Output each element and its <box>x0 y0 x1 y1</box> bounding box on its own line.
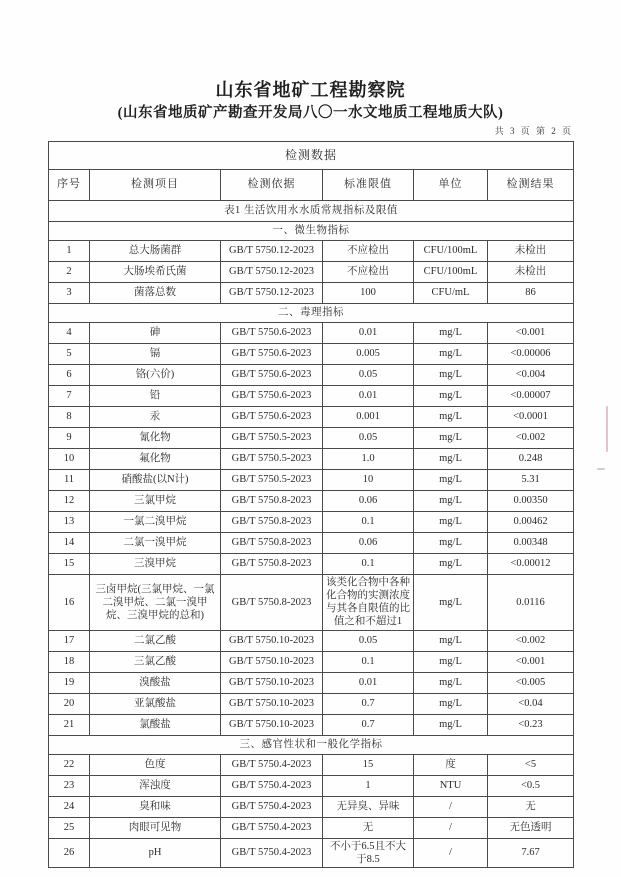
standard-limit: 0.7 <box>323 714 414 735</box>
table-row <box>49 491 574 512</box>
column-header: 检测依据 <box>221 170 323 201</box>
standard-limit: 不应检出 <box>323 241 414 262</box>
item-name: 总大肠菌群 <box>90 241 221 262</box>
test-basis: GB/T 5750.10-2023 <box>221 693 323 714</box>
item-name: 大肠埃希氏菌 <box>90 262 221 283</box>
table-row <box>49 554 574 575</box>
result: <0.0001 <box>488 407 574 428</box>
column-header: 序号 <box>49 170 90 201</box>
standard-limit: 该类化合物中各种化合物的实测浓度与其各自限值的比值之和不超过1 <box>323 575 414 631</box>
result: <0.23 <box>488 714 574 735</box>
doc-title: 山东省地矿工程勘察院 <box>215 80 406 100</box>
row-number: 16 <box>49 575 90 631</box>
row-number: 10 <box>49 449 90 470</box>
unit: NTU <box>414 775 488 796</box>
test-basis: GB/T 5750.5-2023 <box>221 470 323 491</box>
test-basis: GB/T 5750.6-2023 <box>221 386 323 407</box>
table-subtitle: 表1 生活饮用水水质常规指标及限值 <box>49 201 574 222</box>
unit: mg/L <box>414 693 488 714</box>
section-header: 一、微生物指标 <box>49 222 574 241</box>
row-number: 13 <box>49 512 90 533</box>
row-number: 17 <box>49 630 90 651</box>
test-basis: GB/T 5750.8-2023 <box>221 554 323 575</box>
row-number: 25 <box>49 817 90 838</box>
unit: mg/L <box>414 386 488 407</box>
item-name: 浑浊度 <box>90 775 221 796</box>
table-row <box>49 838 574 867</box>
unit: CFU/100mL <box>414 262 488 283</box>
item-name: 氰化物 <box>90 428 221 449</box>
result: <0.00006 <box>488 344 574 365</box>
item-name: 二氯一溴甲烷 <box>90 533 221 554</box>
standard-limit: 1 <box>323 775 414 796</box>
result: 0.0116 <box>488 575 574 631</box>
row-number: 2 <box>49 262 90 283</box>
test-basis: GB/T 5750.8-2023 <box>221 491 323 512</box>
item-name: 臭和味 <box>90 796 221 817</box>
table-body <box>49 222 574 868</box>
standard-limit: 10 <box>323 470 414 491</box>
result: <0.004 <box>488 365 574 386</box>
item-name: 硝酸盐(以N计) <box>90 470 221 491</box>
unit: mg/L <box>414 407 488 428</box>
scan-artifact-line <box>606 406 608 452</box>
test-basis: GB/T 5750.10-2023 <box>221 672 323 693</box>
result: <0.005 <box>488 672 574 693</box>
unit: mg/L <box>414 714 488 735</box>
result: <5 <box>488 754 574 775</box>
unit: mg/L <box>414 672 488 693</box>
row-number: 14 <box>49 533 90 554</box>
standard-limit: 0.01 <box>323 323 414 344</box>
row-number: 5 <box>49 344 90 365</box>
table-row <box>49 262 574 283</box>
unit: / <box>414 796 488 817</box>
item-name: 一氯二溴甲烷 <box>90 512 221 533</box>
result: <0.001 <box>488 651 574 672</box>
item-name: 色度 <box>90 754 221 775</box>
section-header: 三、感官性状和一般化学指标 <box>49 735 574 754</box>
row-number: 19 <box>49 672 90 693</box>
table-row <box>49 775 574 796</box>
row-number: 24 <box>49 796 90 817</box>
row-number: 1 <box>49 241 90 262</box>
item-name: 三卤甲烷(三氯甲烷、一氯二溴甲烷、二氯一溴甲烷、三溴甲烷的总和) <box>90 575 221 631</box>
column-header: 检测项目 <box>90 170 221 201</box>
test-basis: GB/T 5750.10-2023 <box>221 630 323 651</box>
test-basis: GB/T 5750.12-2023 <box>221 283 323 304</box>
test-basis: GB/T 5750.5-2023 <box>221 428 323 449</box>
result: 未检出 <box>488 262 574 283</box>
unit: mg/L <box>414 651 488 672</box>
test-basis: GB/T 5750.4-2023 <box>221 754 323 775</box>
table-row <box>49 283 574 304</box>
unit: mg/L <box>414 365 488 386</box>
test-basis: GB/T 5750.10-2023 <box>221 651 323 672</box>
standard-limit: 0.001 <box>323 407 414 428</box>
item-name: 汞 <box>90 407 221 428</box>
unit: mg/L <box>414 512 488 533</box>
test-basis: GB/T 5750.8-2023 <box>221 512 323 533</box>
row-number: 15 <box>49 554 90 575</box>
standard-limit: 0.005 <box>323 344 414 365</box>
row-number: 9 <box>49 428 90 449</box>
item-name: 氯酸盐 <box>90 714 221 735</box>
test-basis: GB/T 5750.8-2023 <box>221 533 323 554</box>
table-row <box>49 365 574 386</box>
section-header-row <box>49 735 574 754</box>
table-row <box>49 323 574 344</box>
result: 0.00350 <box>488 491 574 512</box>
result: <0.5 <box>488 775 574 796</box>
table-row <box>49 575 574 631</box>
unit: CFU/100mL <box>414 241 488 262</box>
unit: 度 <box>414 754 488 775</box>
standard-limit: 100 <box>323 283 414 304</box>
unit: mg/L <box>414 449 488 470</box>
table-row <box>49 754 574 775</box>
table-row <box>49 449 574 470</box>
test-basis: GB/T 5750.5-2023 <box>221 449 323 470</box>
table-row <box>49 428 574 449</box>
table-row <box>49 630 574 651</box>
row-number: 8 <box>49 407 90 428</box>
row-number: 21 <box>49 714 90 735</box>
item-name: 溴酸盐 <box>90 672 221 693</box>
test-basis: GB/T 5750.12-2023 <box>221 241 323 262</box>
row-number: 12 <box>49 491 90 512</box>
table-row <box>49 241 574 262</box>
item-name: pH <box>90 838 221 867</box>
section-header: 二、毒理指标 <box>49 304 574 323</box>
table-row <box>49 714 574 735</box>
standard-limit: 15 <box>323 754 414 775</box>
column-header: 标准限值 <box>323 170 414 201</box>
item-name: 砷 <box>90 323 221 344</box>
unit: mg/L <box>414 323 488 344</box>
row-number: 22 <box>49 754 90 775</box>
standard-limit: 无异臭、异味 <box>323 796 414 817</box>
result: 0.00462 <box>488 512 574 533</box>
test-basis: GB/T 5750.6-2023 <box>221 365 323 386</box>
result: 0.00348 <box>488 533 574 554</box>
standard-limit: 不应检出 <box>323 262 414 283</box>
row-number: 7 <box>49 386 90 407</box>
standard-limit: 0.05 <box>323 630 414 651</box>
doc-subtitle: (山东省地质矿产勘查开发局八〇一水文地质工程地质大队) <box>117 105 504 121</box>
test-basis: GB/T 5750.8-2023 <box>221 575 323 631</box>
unit: mg/L <box>414 533 488 554</box>
result: 0.248 <box>488 449 574 470</box>
section-header-row <box>49 304 574 323</box>
unit: / <box>414 817 488 838</box>
table-row <box>49 796 574 817</box>
table-row <box>49 470 574 491</box>
unit: mg/L <box>414 575 488 631</box>
test-basis: GB/T 5750.4-2023 <box>221 775 323 796</box>
standard-limit: 0.01 <box>323 386 414 407</box>
unit: mg/L <box>414 630 488 651</box>
row-number: 26 <box>49 838 90 867</box>
standard-limit: 0.05 <box>323 428 414 449</box>
result: 5.31 <box>488 470 574 491</box>
scan-artifact-speck <box>597 468 605 470</box>
test-data-table <box>48 141 574 868</box>
result: 未检出 <box>488 241 574 262</box>
table-row <box>49 672 574 693</box>
standard-limit: 1.0 <box>323 449 414 470</box>
standard-limit: 不小于6.5且不大于8.5 <box>323 838 414 867</box>
section-header-row <box>49 222 574 241</box>
unit: mg/L <box>414 491 488 512</box>
test-basis: GB/T 5750.4-2023 <box>221 796 323 817</box>
test-basis: GB/T 5750.6-2023 <box>221 323 323 344</box>
standard-limit: 0.1 <box>323 554 414 575</box>
standard-limit: 无 <box>323 817 414 838</box>
table-row <box>49 386 574 407</box>
test-basis: GB/T 5750.12-2023 <box>221 262 323 283</box>
unit: mg/L <box>414 428 488 449</box>
table-subtitle-row <box>49 201 574 222</box>
item-name: 氟化物 <box>90 449 221 470</box>
table-caption: 检测数据 <box>49 142 574 170</box>
item-name: 肉眼可见物 <box>90 817 221 838</box>
column-header: 检测结果 <box>488 170 574 201</box>
row-number: 11 <box>49 470 90 491</box>
table-row <box>49 651 574 672</box>
item-name: 三氯甲烷 <box>90 491 221 512</box>
item-name: 铅 <box>90 386 221 407</box>
standard-limit: 0.05 <box>323 365 414 386</box>
standard-limit: 0.1 <box>323 651 414 672</box>
result: 7.67 <box>488 838 574 867</box>
table-row <box>49 407 574 428</box>
page-number-note: 共 3 页 第 2 页 <box>494 126 573 136</box>
standard-limit: 0.06 <box>323 533 414 554</box>
standard-limit: 0.7 <box>323 693 414 714</box>
item-name: 三溴甲烷 <box>90 554 221 575</box>
item-name: 镉 <box>90 344 221 365</box>
result: 86 <box>488 283 574 304</box>
unit: mg/L <box>414 554 488 575</box>
item-name: 二氯乙酸 <box>90 630 221 651</box>
item-name: 亚氯酸盐 <box>90 693 221 714</box>
test-basis: GB/T 5750.4-2023 <box>221 838 323 867</box>
unit: mg/L <box>414 344 488 365</box>
row-number: 6 <box>49 365 90 386</box>
standard-limit: 0.06 <box>323 491 414 512</box>
unit: CFU/mL <box>414 283 488 304</box>
result: 无色透明 <box>488 817 574 838</box>
row-number: 18 <box>49 651 90 672</box>
result: 无 <box>488 796 574 817</box>
row-number: 20 <box>49 693 90 714</box>
table-header-row <box>49 170 574 201</box>
table-row <box>49 533 574 554</box>
unit: mg/L <box>414 470 488 491</box>
unit: / <box>414 838 488 867</box>
row-number: 23 <box>49 775 90 796</box>
standard-limit: 0.01 <box>323 672 414 693</box>
result: <0.00007 <box>488 386 574 407</box>
result: <0.002 <box>488 428 574 449</box>
result: <0.002 <box>488 630 574 651</box>
test-basis: GB/T 5750.10-2023 <box>221 714 323 735</box>
table-row <box>49 512 574 533</box>
standard-limit: 0.1 <box>323 512 414 533</box>
item-name: 菌落总数 <box>90 283 221 304</box>
row-number: 3 <box>49 283 90 304</box>
item-name: 铬(六价) <box>90 365 221 386</box>
item-name: 三氯乙酸 <box>90 651 221 672</box>
test-basis: GB/T 5750.6-2023 <box>221 407 323 428</box>
result: <0.001 <box>488 323 574 344</box>
table-caption-row <box>49 142 574 170</box>
result: <0.00012 <box>488 554 574 575</box>
table-row <box>49 817 574 838</box>
row-number: 4 <box>49 323 90 344</box>
result: <0.04 <box>488 693 574 714</box>
table-row <box>49 344 574 365</box>
test-basis: GB/T 5750.6-2023 <box>221 344 323 365</box>
column-header: 单位 <box>414 170 488 201</box>
table-row <box>49 693 574 714</box>
test-basis: GB/T 5750.4-2023 <box>221 817 323 838</box>
